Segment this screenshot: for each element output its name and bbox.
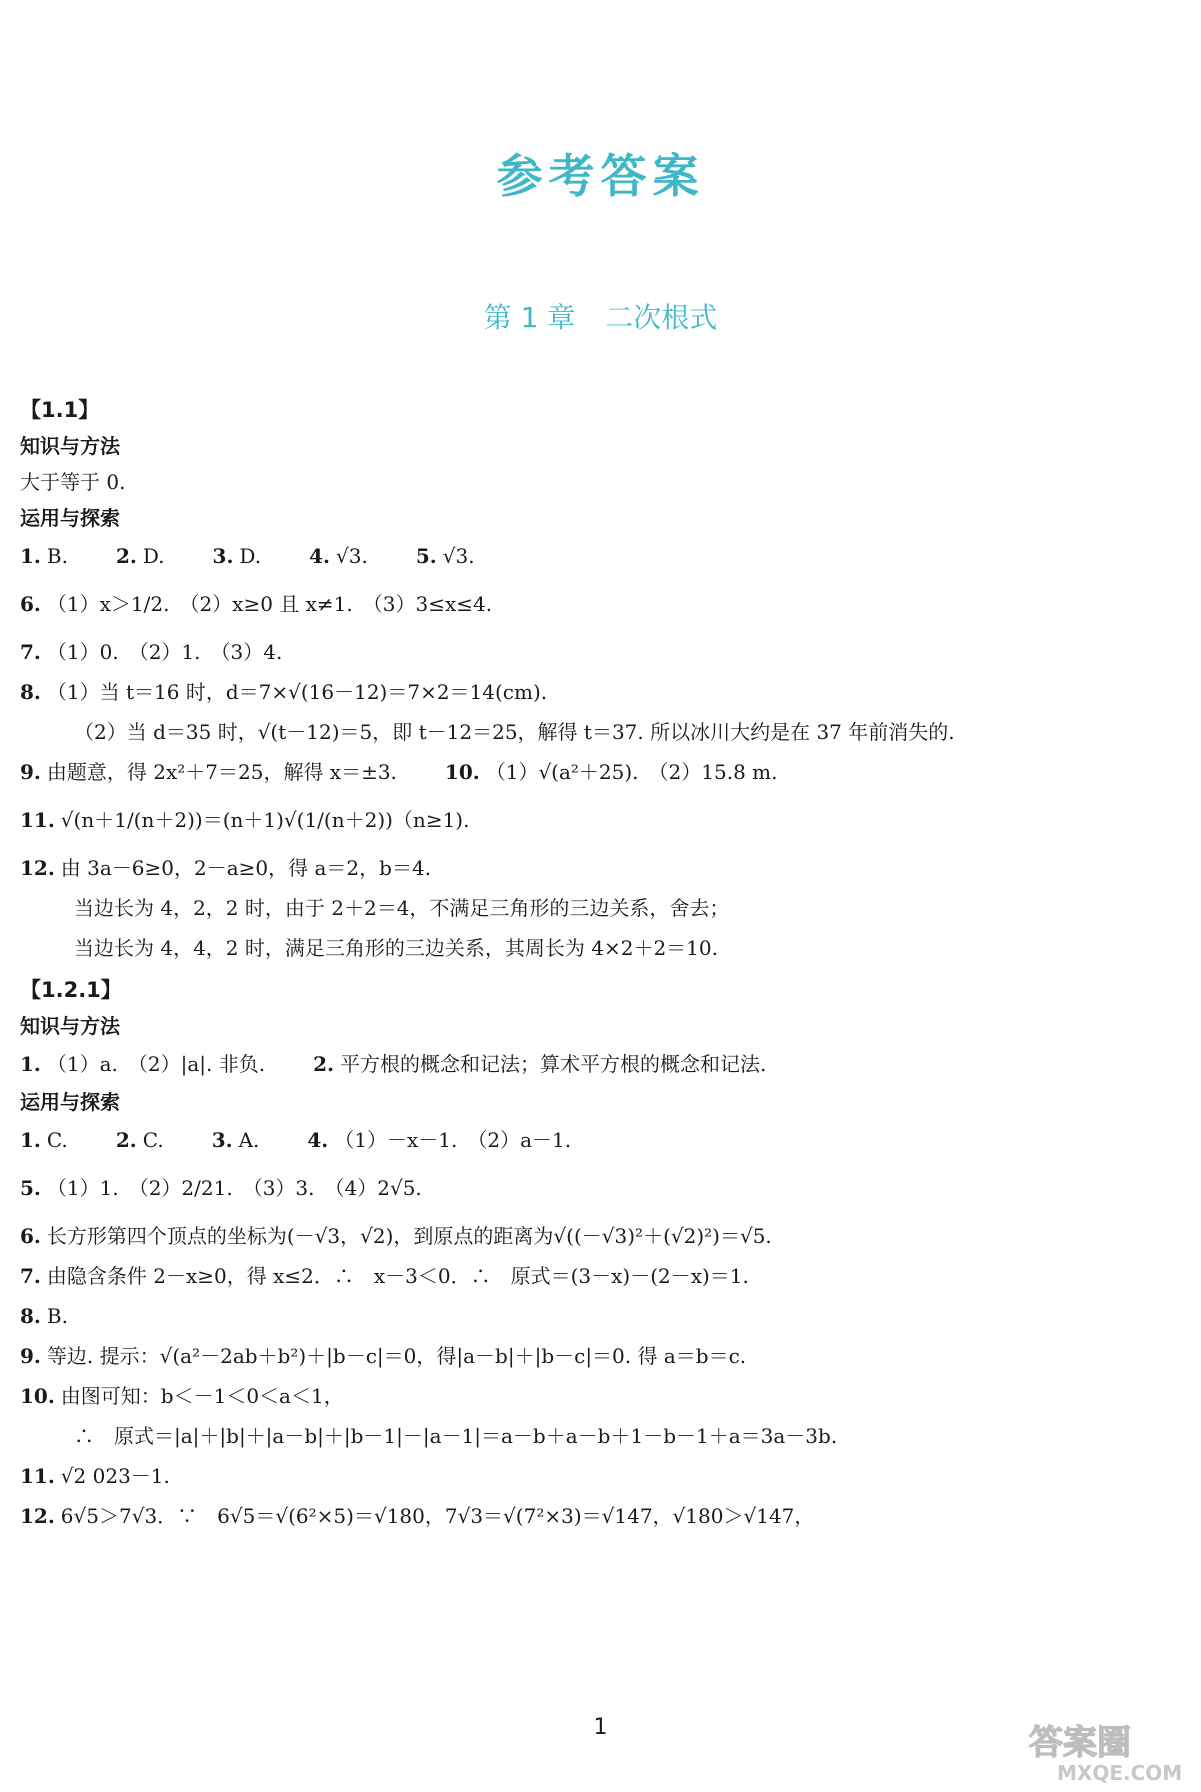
answer-item bbox=[20, 672, 547, 712]
question-number: 7. bbox=[20, 640, 41, 664]
answer-line bbox=[20, 1296, 1181, 1336]
question-number: 6. bbox=[20, 592, 41, 616]
chapter-heading bbox=[0, 296, 1201, 336]
question-number: 11. bbox=[20, 1464, 55, 1488]
question-number: 12. bbox=[20, 1504, 55, 1528]
answer-line bbox=[20, 672, 1181, 712]
answer-text: 当边长为 4，4，2 时，满足三角形的三边关系，其周长为 4×2＋2＝10. bbox=[74, 936, 718, 960]
question-number: 2. bbox=[313, 1052, 334, 1076]
answer-item bbox=[20, 576, 492, 632]
answer-text: C. bbox=[46, 1128, 68, 1152]
answer-line bbox=[20, 1256, 1181, 1296]
answer-text: √2 023－1. bbox=[60, 1464, 170, 1488]
answer-text: （1）1. （2）2/21. （3）3. （4）2√5. bbox=[46, 1176, 422, 1200]
question-number: 4. bbox=[307, 1128, 329, 1152]
answer-item bbox=[74, 888, 729, 928]
answer-text: 长方形第四个顶点的坐标为(－√3，√2)，到原点的距离为√((－√3)²＋(√2)²)＝√5. bbox=[46, 1224, 772, 1248]
answer-item bbox=[20, 536, 68, 576]
answer-item bbox=[116, 536, 165, 576]
answer-item bbox=[212, 1120, 260, 1160]
question-number: 6. bbox=[20, 1224, 41, 1248]
question-number: 12. bbox=[20, 856, 55, 880]
answer-text: 当边长为 4，2，2 时，由于 2＋2＝4，不满足三角形的三边关系，舍去； bbox=[74, 896, 730, 920]
answer-text: 6√5＞7√3．∵ 6√5＝√(6²×5)＝√180，7√3＝√(7²×3)＝√147，√180＞√147， bbox=[60, 1504, 815, 1528]
answer-item bbox=[309, 536, 368, 576]
answer-item bbox=[20, 1336, 746, 1376]
answer-item bbox=[20, 1044, 265, 1084]
answer-item bbox=[20, 1256, 749, 1296]
answer-text: （1）x＞1/2. （2）x≥0 且 x≠1. （3）3≤x≤4. bbox=[46, 592, 493, 616]
answer-text: （1）√(a²＋25). （2）15.8 m. bbox=[485, 760, 778, 784]
watermark-logo bbox=[1021, 1716, 1191, 1786]
knowledge-heading: 知识与方法 bbox=[20, 1014, 120, 1038]
answer-text: 平方根的概念和记法；算术平方根的概念和记法. bbox=[339, 1052, 767, 1076]
question-number: 10. bbox=[444, 760, 480, 784]
answer-text: 等边. 提示：√(a²－2ab＋b²)＋|b－c|＝0，得|a－b|＋|b－c|＝0. 得 a＝b＝c. bbox=[46, 1344, 747, 1368]
answer-line bbox=[20, 1336, 1181, 1376]
answer-item bbox=[20, 1296, 68, 1336]
answer-text: （1）当 t＝16 时，d＝7×√(16－12)＝7×2＝14(cm). bbox=[46, 680, 548, 704]
answer-text: √3. bbox=[442, 544, 475, 568]
answer-item bbox=[20, 1496, 814, 1536]
answer-item bbox=[20, 1456, 170, 1496]
answer-text: D. bbox=[239, 544, 262, 568]
question-number: 5. bbox=[415, 544, 437, 568]
answer-line bbox=[20, 888, 1181, 928]
answer-item bbox=[445, 752, 778, 792]
knowledge-line bbox=[20, 1044, 1181, 1084]
answer-line bbox=[20, 632, 1181, 672]
answer-text: 由题意，得 2x²＋7＝25，解得 x＝±3. bbox=[46, 760, 397, 784]
question-number: 2. bbox=[115, 1128, 137, 1152]
answer-line bbox=[20, 712, 1181, 752]
answer-line bbox=[20, 1216, 1181, 1256]
answer-item bbox=[20, 632, 282, 672]
answer-line bbox=[20, 792, 1181, 848]
answer-line bbox=[20, 1496, 1181, 1536]
answer-line bbox=[20, 576, 1181, 632]
knowledge-line: 大于等于 0. bbox=[20, 470, 126, 494]
apply-heading: 运用与探索 bbox=[20, 506, 120, 530]
question-number: 9. bbox=[20, 1344, 41, 1368]
answer-item bbox=[416, 536, 475, 576]
answer-item bbox=[20, 1160, 422, 1216]
question-number: 9. bbox=[20, 760, 41, 784]
answer-line bbox=[20, 536, 1181, 576]
answer-text: （1）0. （2）1. （3）4. bbox=[46, 640, 283, 664]
answer-text: √3. bbox=[336, 544, 368, 568]
watermark-text-bottom: MXQE.COM bbox=[1057, 1761, 1183, 1785]
answer-item bbox=[20, 848, 431, 888]
question-number: 10. bbox=[20, 1384, 55, 1408]
answer-text: （1）－x－1. （2）a－1. bbox=[334, 1128, 572, 1152]
answer-item bbox=[20, 792, 469, 848]
answer-text: 由 3a－6≥0，2－a≥0，得 a＝2，b＝4. bbox=[60, 856, 432, 880]
answer-content bbox=[20, 388, 1181, 1536]
answer-text: C. bbox=[142, 1128, 164, 1152]
question-number: 3. bbox=[211, 1128, 233, 1152]
answer-line bbox=[20, 1416, 1181, 1456]
answer-text: ∴ 原式＝|a|＋|b|＋|a－b|＋|b－1|－|a－1|＝a－b＋a－b＋1－b－1＋a＝3a－3b. bbox=[74, 1424, 838, 1448]
question-number: 5. bbox=[20, 1176, 41, 1200]
watermark-text-top: 答案圈 bbox=[1029, 1723, 1131, 1763]
chapter-name: 二次根式 bbox=[605, 301, 718, 334]
answer-text: A. bbox=[238, 1128, 260, 1152]
answer-item bbox=[74, 928, 718, 968]
answer-line bbox=[20, 848, 1181, 888]
apply-heading: 运用与探索 bbox=[20, 1090, 120, 1114]
answer-line bbox=[20, 1456, 1181, 1496]
answer-text: D. bbox=[142, 544, 165, 568]
question-number: 1. bbox=[20, 544, 41, 568]
answer-text: 由隐含条件 2－x≥0，得 x≤2．∴ x－3＜0．∴ 原式＝(3－x)－(2－x)＝1. bbox=[46, 1264, 749, 1288]
answer-item bbox=[307, 1120, 571, 1160]
answer-text: B. bbox=[46, 544, 68, 568]
answer-text: B. bbox=[46, 1304, 68, 1328]
answer-text: √(n＋1/(n＋2))＝(n＋1)√(1/(n＋2))（n≥1). bbox=[60, 808, 470, 832]
section-heading: 【1.1】 bbox=[20, 398, 100, 422]
question-number: 4. bbox=[309, 544, 330, 568]
answer-item bbox=[313, 1044, 766, 1084]
answer-line bbox=[20, 1160, 1181, 1216]
answer-line bbox=[20, 1120, 1181, 1160]
page-number: 1 bbox=[593, 1715, 608, 1740]
section-heading: 【1.2.1】 bbox=[20, 978, 122, 1002]
answer-text: 由图可知：b＜－1＜0＜a＜1， bbox=[60, 1384, 344, 1408]
answer-line bbox=[20, 752, 1181, 792]
answer-item bbox=[20, 1376, 344, 1416]
question-number: 11. bbox=[20, 808, 55, 832]
page-title: 参考答案 bbox=[496, 149, 705, 203]
answer-item bbox=[20, 1120, 68, 1160]
question-number: 7. bbox=[20, 1264, 41, 1288]
answer-item bbox=[20, 752, 397, 792]
question-number: 8. bbox=[20, 680, 41, 704]
question-number: 2. bbox=[115, 544, 137, 568]
answer-text: （2）当 d＝35 时，√(t－12)＝5，即 t－12＝25，解得 t＝37. 所以冰川大约是在 37 年前消失的. bbox=[74, 720, 955, 744]
answer-item bbox=[74, 1416, 837, 1456]
answer-text: （1）a. （2）|a|. 非负. bbox=[46, 1052, 266, 1076]
answer-line bbox=[20, 928, 1181, 968]
question-number: 1. bbox=[20, 1128, 41, 1152]
question-number: 1. bbox=[20, 1052, 41, 1076]
chapter-label: 第 1 章 bbox=[483, 301, 576, 334]
answer-item bbox=[213, 536, 262, 576]
answer-item bbox=[20, 1216, 772, 1256]
answer-item bbox=[74, 712, 955, 752]
answer-line bbox=[20, 1376, 1181, 1416]
answer-item bbox=[116, 1120, 164, 1160]
knowledge-heading: 知识与方法 bbox=[20, 434, 120, 458]
question-number: 8. bbox=[20, 1304, 41, 1328]
question-number: 3. bbox=[212, 544, 234, 568]
